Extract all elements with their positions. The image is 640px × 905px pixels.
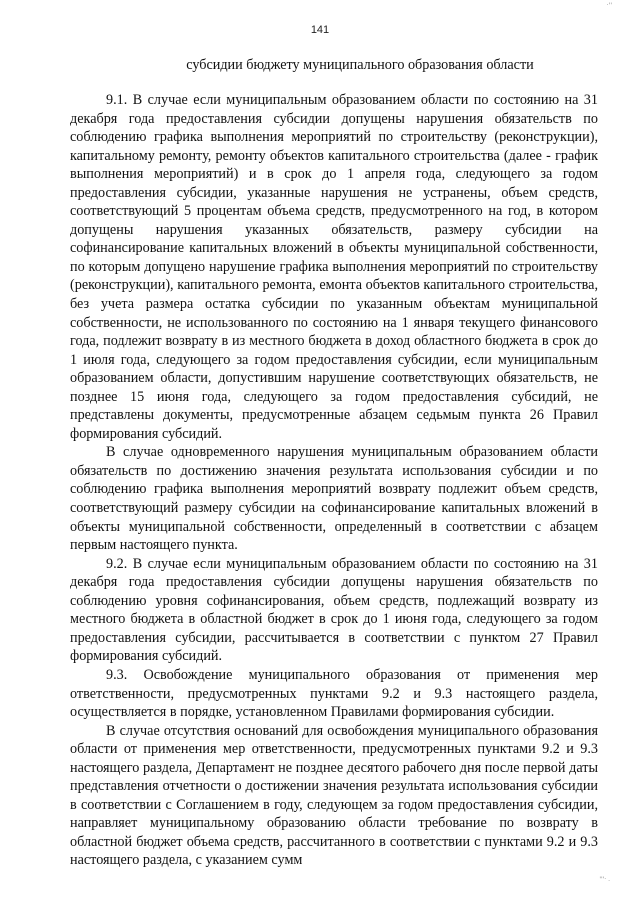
paragraph-9-3: 9.3. Освобождение муниципального образования от применения мер ответственности, предусмотренных пунктами 9.2 и 9.3 настоящего раздела, осуществляется в порядке, установленном Правилами формирования субсидии. <box>70 666 598 721</box>
paragraph-9-1: 9.1. В случае если муниципальным образованием области по состоянию на 31 декабря года предоставления субсидии допущены нарушения обязательств по соблюдению графика выполнения мероприятий по строительству (реконструкции), капитальному ремонту, ремонту объектов капитального строительства (далее - график выполнения мероприятий) и в срок до 1 апреля года, следующего за годом предоставления субсидии, указанные нарушения не устранены, объем средств, соответствующий 5 процентам объема средств, предусмотренного на год, в котором допущены нарушения указанных обязательств, размеру субсидии на софинансирование капитальных вложений в объекты муниципальной собственности, по которым допущено нарушение графика выполнения мероприятий по строительству (реконструкции), капитального ремонта, емонта объектов капитального строительства, без учета размера остатка субсидии по указанным объектам муниципальной собственности, не использованного по состоянию на 1 января текущего финансового года, подлежит возврату в из местного бюджета в доход областного бюджета в срок до 1 июля года, следующего за годом предоставления субсидии, если муниципальным образованием области, допустившим нарушение соответствующих обязательств, не позднее 15 июня года, следующего за годом предоставления субсидий, не представлены документы, предусмотренные абзацем седьмым пункта 26 Правил формирования субсидий. <box>70 92 598 442</box>
paragraph-9-2: 9.2. В случае если муниципальным образованием области по состоянию на 31 декабря года предоставления субсидии допущены нарушения обязательств по соблюдению уровня софинансирования, объем средств, подлежащий возврату из местного бюджета в областной бюджет в срок до 1 июня года, следующего за годом предоставления субсидии, рассчитывается в соответствии с пунктом 27 Правил формирования субсидий. <box>70 555 598 665</box>
scan-artifact-bottom: '''· . <box>599 876 610 883</box>
page-number: 141 <box>310 24 330 36</box>
paragraph-no-grounds: В случае отсутствия оснований для освобождения муниципального образования области от применения мер ответственности, предусмотренных пунктами 9.2 и 9.3 настоящего раздела, Департамент не позднее десятого рабочего дня после первой даты представления отчетности о достижении значения результата использования субсидии в соответствии с Соглашением в году, следующем за годом предоставления субсидии, направляет муниципальному образованию области требование по возврату в областной бюджет объема средств, рассчитанного в соответствии с пунктами 9.2 и 9.3 настоящего раздела, с указанием сумм <box>70 722 598 869</box>
document-body <box>70 91 598 870</box>
scan-artifact-top: ·'' <box>606 2 612 9</box>
paragraph-simultaneous-violation: В случае одновременного нарушения муниципальным образованием области обязательств по достижению значения результата использования субсидии и по соблюдению графика выполнения мероприятий возврату подлежит объем средств, соответствующий размеру субсидии на софинансирование капитальных вложений в объекты муниципальной собственности, определенный в соответствии с абзацем первым настоящего пункта. <box>70 444 598 554</box>
section-heading: субсидии бюджету муниципального образования области <box>186 57 534 73</box>
